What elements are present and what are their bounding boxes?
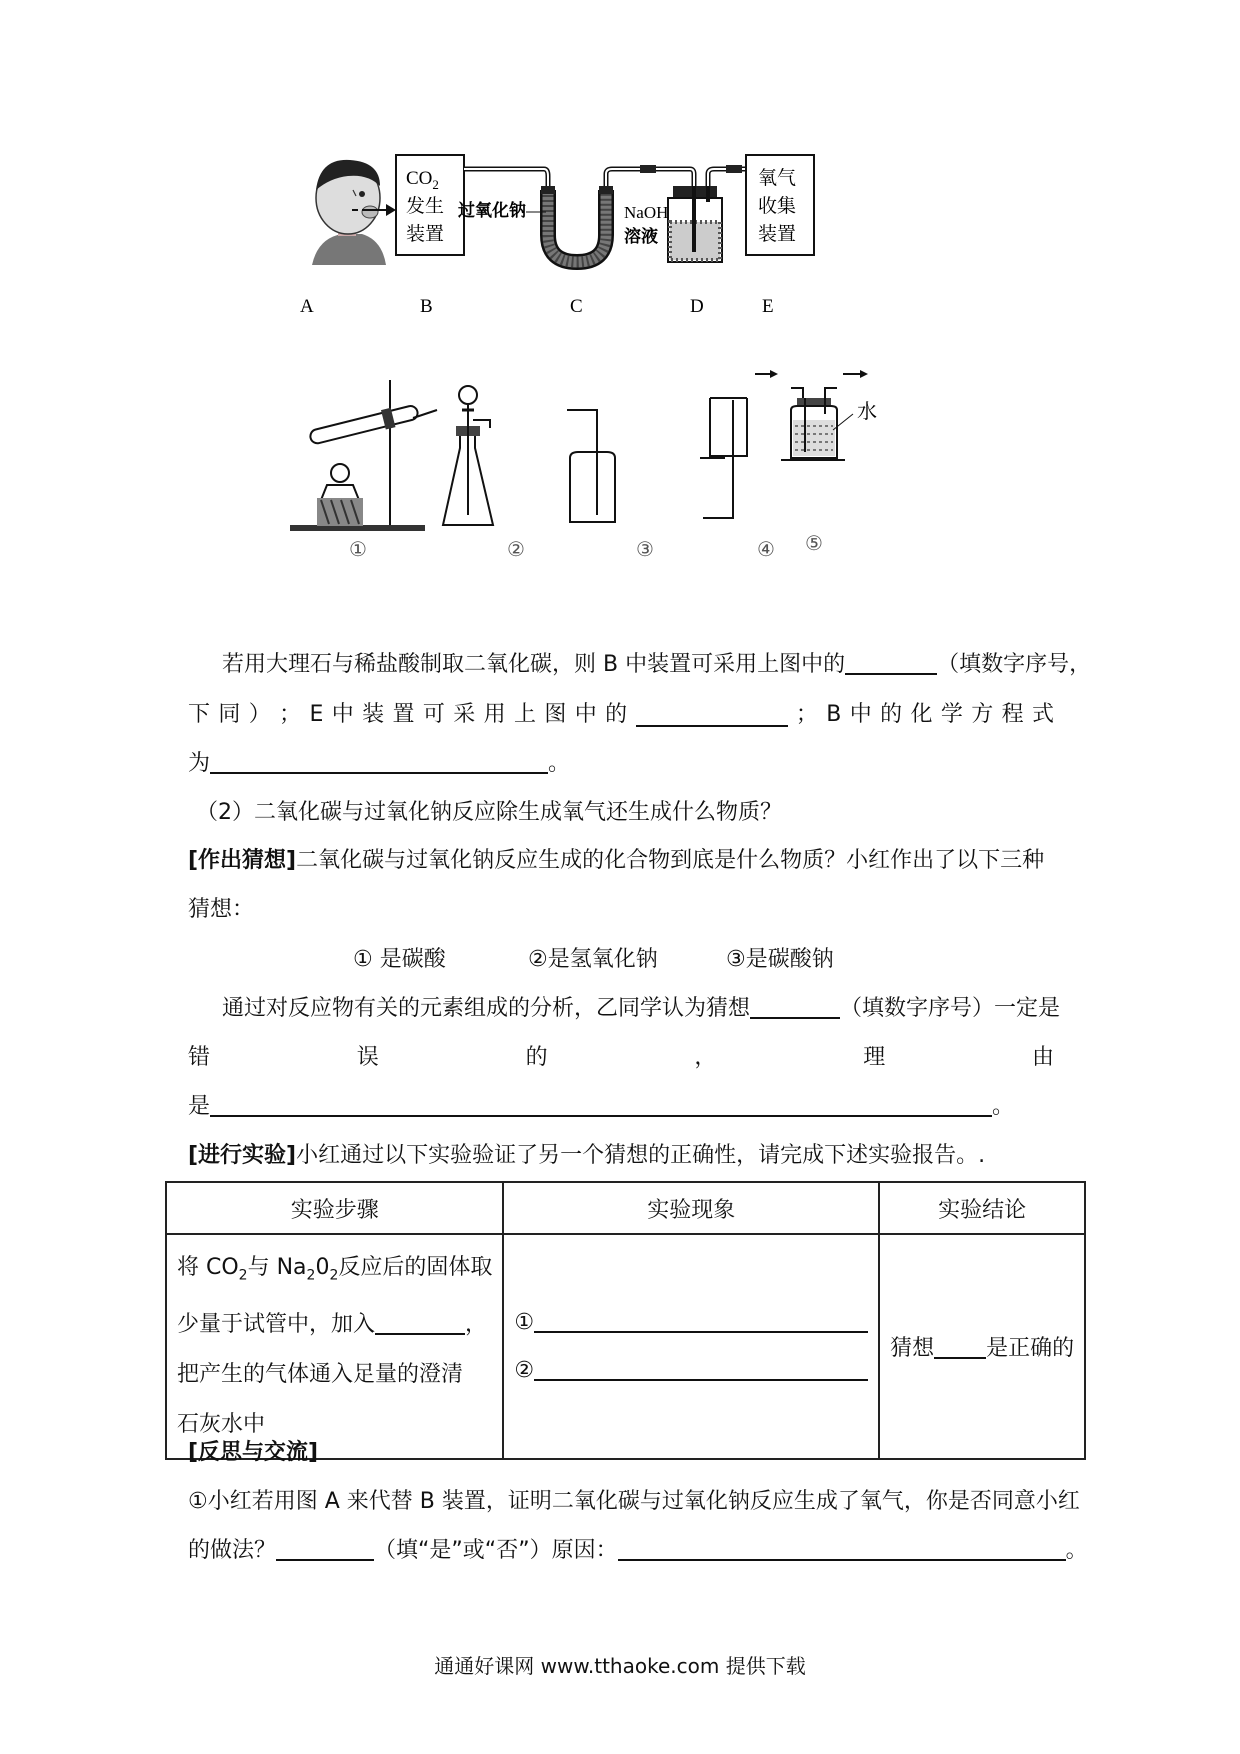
answer-blank-agree[interactable] — [276, 1537, 374, 1561]
cell-phenomena — [503, 1234, 879, 1459]
token: 化 — [910, 702, 933, 727]
token: 中 — [849, 702, 872, 727]
reflection-q1-line2 — [188, 1536, 1088, 1566]
token: 误 — [356, 1045, 379, 1070]
token: ） — [248, 702, 271, 727]
steps-line-2: 少量于试管中，加入 ， — [177, 1312, 488, 1338]
token: E — [309, 702, 324, 727]
box-b-line2: 发生 — [406, 195, 445, 217]
reflection-q1-line1: ①小红若用图 A 来代替 B 装置，证明二氧化碳与过氧化钠反应生成了氧气，你是否同意小红 — [188, 1489, 1080, 1514]
letter-e: E — [762, 296, 774, 317]
header-conclusion: 实验结论 — [879, 1182, 1085, 1234]
gas-bottle-water-icon — [755, 370, 868, 460]
label-sodium-peroxide: 过氧化钠 — [458, 201, 526, 221]
guess-option-3: ③是碳酸钠 — [726, 947, 834, 972]
para1-line1 — [222, 650, 1091, 680]
guess-option-1: ① 是碳酸 — [353, 947, 446, 972]
guess-line1 — [188, 846, 1044, 876]
token: 中 — [574, 702, 597, 727]
wash-bottle-naoh — [668, 186, 722, 262]
analysis-text-b: （填数字序号）一定是 — [840, 996, 1061, 1021]
heating-setup-icon — [290, 380, 437, 531]
guess-option-2: ②是氢氧化钠 — [528, 947, 658, 972]
u-tube-sodium-peroxide — [541, 186, 613, 262]
conclusion-text-a: 猜想 — [890, 1336, 935, 1362]
answer-blank-equation[interactable] — [210, 750, 548, 774]
para1-text-b: （填数字序号， — [937, 652, 1092, 677]
experiment-intro — [188, 1141, 985, 1171]
reflection-end: 。 — [1065, 1538, 1088, 1563]
reflection-text-b: （填“是”或“否”）原因： — [374, 1538, 618, 1563]
answer-blank-b-device[interactable] — [845, 651, 937, 675]
conclusion-text-b: 是正确的 — [986, 1336, 1075, 1362]
token: 图 — [544, 702, 567, 727]
reflection-label: [反思与交流] — [188, 1440, 319, 1465]
guess-text: 二氧化碳与过氧化钠反应生成的化合物到底是什么物质？小红作出了以下三种 — [296, 848, 1045, 873]
answer-blank-agree-reason[interactable] — [618, 1537, 1066, 1561]
gas-jar-upward-icon — [567, 410, 615, 522]
token: ； — [279, 702, 302, 727]
answer-blank-correct-guess[interactable] — [934, 1335, 986, 1359]
token: 的 — [880, 702, 903, 727]
token: 的 — [605, 702, 628, 727]
guess-label: [作出猜想] — [188, 848, 297, 873]
label-naoh: NaOH — [624, 203, 669, 222]
phenomenon-row-1 — [514, 1306, 868, 1340]
analysis-line1 — [222, 994, 1060, 1024]
analysis-line2 — [188, 1043, 1054, 1073]
label-water: 水 — [857, 399, 877, 423]
analysis-text-a: 通过对反应物有关的元素组成的分析，乙同学认为猜想 — [222, 996, 751, 1021]
gas-jar-downward-icon — [700, 398, 747, 518]
box-b-line3: 装置 — [406, 223, 445, 245]
phenomenon-row-2 — [514, 1354, 868, 1388]
steps-line-4: 石灰水中 — [177, 1412, 266, 1438]
answer-blank-e-device[interactable] — [636, 703, 788, 727]
table-row — [166, 1234, 1085, 1459]
token: 上 — [514, 702, 537, 727]
cell-conclusion — [879, 1234, 1085, 1459]
option-number-4: ④ — [757, 537, 775, 561]
box-e-line3: 装置 — [758, 223, 797, 245]
question-2: （2）二氧化碳与过氧化钠反应除生成氧气还生成什么物质？ — [196, 800, 782, 825]
answer-blank-reagent[interactable] — [375, 1311, 465, 1335]
option-number-2: ② — [507, 537, 525, 561]
experiment-text: 小红通过以下实验验证了另一个猜想的正确性，请完成下述实验报告。. — [296, 1143, 986, 1168]
person-blowing-icon — [312, 160, 386, 265]
label-solution: 溶液 — [624, 227, 658, 247]
apparatus-diagram-top — [290, 150, 930, 325]
steps-line-1: 将 $CO_2$与 $Na_20_2$反应后的固体取 — [177, 1255, 493, 1284]
token: 可 — [422, 702, 445, 727]
token: 同 — [218, 702, 241, 727]
answer-blank-wrong-guess[interactable] — [750, 995, 840, 1019]
para1-end: 。 — [548, 751, 571, 776]
para1-text-a: 若用大理石与稀盐酸制取二氧化碳，则 B 中装置可采用上图中的 — [222, 652, 846, 677]
token: 由 — [1031, 1045, 1054, 1070]
header-phenomena: 实验现象 — [503, 1182, 879, 1234]
table-header-row — [166, 1182, 1085, 1234]
cell-steps — [166, 1234, 503, 1459]
reflection-text-a: 的做法？ — [188, 1538, 277, 1563]
option-number-5: ⑤ — [805, 531, 823, 555]
analysis-line3 — [188, 1092, 1014, 1122]
letter-c: C — [570, 296, 583, 317]
para1-line3 — [188, 749, 570, 779]
steps-line-3: 把产生的气体通入足量的澄清 — [177, 1362, 464, 1388]
token: 置 — [392, 702, 415, 727]
token: 中 — [331, 702, 354, 727]
mark-2: ② — [514, 1357, 535, 1383]
letter-b: B — [420, 296, 433, 317]
conical-flask-funnel-icon — [443, 386, 493, 525]
token: 方 — [971, 702, 994, 727]
analysis-text-c: 是 — [188, 1094, 211, 1119]
option-number-1: ① — [349, 537, 367, 561]
token: ， — [694, 1045, 717, 1070]
tube-b-to-c — [464, 169, 548, 190]
para1-text-c: 为 — [188, 751, 211, 776]
answer-blank-reason[interactable] — [210, 1093, 992, 1117]
token: B — [826, 702, 842, 727]
token: ； — [795, 702, 818, 727]
apparatus-diagram-options — [285, 370, 1005, 570]
letter-d: D — [690, 296, 704, 317]
answer-blank-phenomenon-2[interactable] — [534, 1357, 868, 1381]
letter-a: A — [300, 296, 314, 317]
header-steps: 实验步骤 — [166, 1182, 503, 1234]
experiment-label: [进行实验] — [188, 1143, 297, 1168]
page-footer: 通通好课网 www.tthaoke.com 提供下载 — [434, 1654, 806, 1678]
token: 程 — [1001, 702, 1024, 727]
guess-line2: 猜想： — [188, 897, 255, 922]
token: 下 — [188, 702, 211, 727]
option-number-3: ③ — [636, 537, 654, 561]
analysis-end: 。 — [992, 1094, 1015, 1119]
para1-line2 — [188, 700, 1054, 730]
experiment-report-table — [165, 1181, 1086, 1460]
token: 采 — [453, 702, 476, 727]
box-b-line1: $CO_2$ — [406, 168, 439, 192]
token: 错 — [188, 1045, 211, 1070]
mark-1: ① — [514, 1309, 535, 1335]
answer-blank-phenomenon-1[interactable] — [534, 1309, 868, 1333]
token: 的 — [525, 1045, 548, 1070]
token: 式 — [1031, 702, 1054, 727]
token: 学 — [940, 702, 963, 727]
token: 装 — [362, 702, 385, 727]
token: 理 — [863, 1045, 886, 1070]
box-e-line1: 氧气 — [758, 167, 797, 189]
token: 用 — [483, 702, 506, 727]
box-e-line2: 收集 — [758, 195, 797, 217]
